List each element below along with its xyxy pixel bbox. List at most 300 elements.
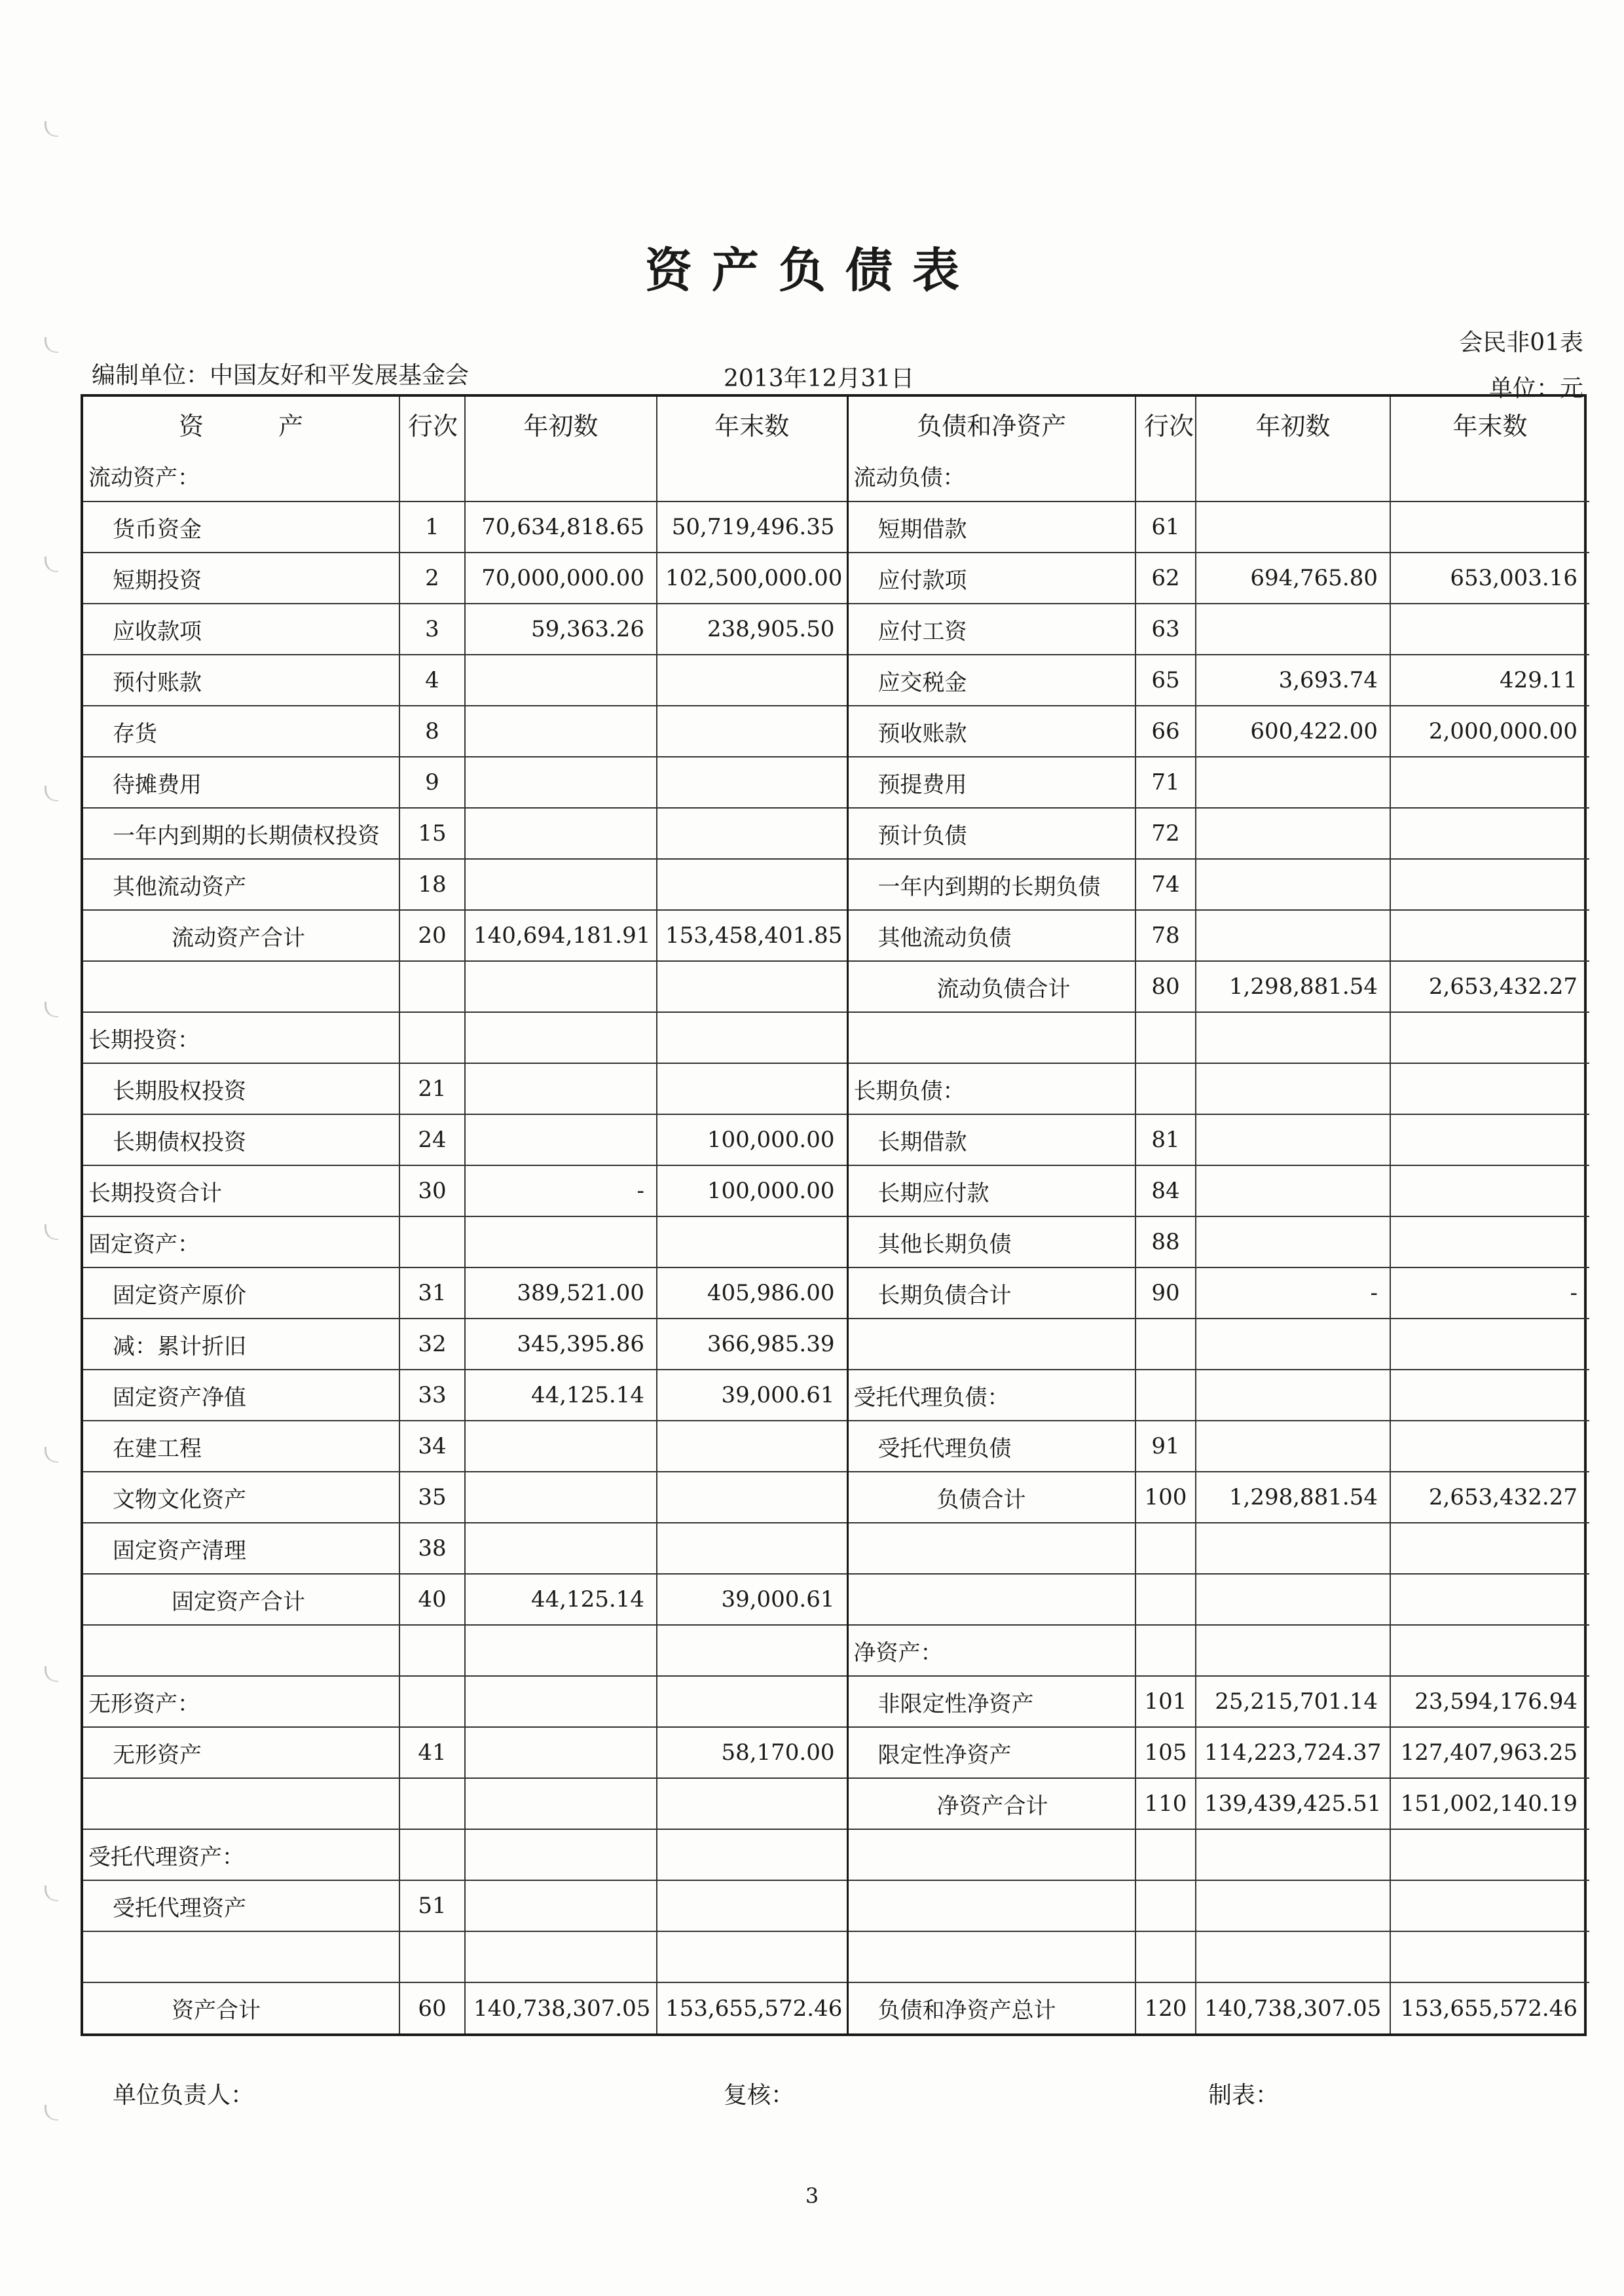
liability-line-no — [1135, 1063, 1196, 1114]
liability-begin-amount — [1196, 1370, 1390, 1421]
asset-begin-amount — [465, 1472, 657, 1523]
asset-begin-amount — [465, 1114, 657, 1165]
table-header-row — [83, 397, 1589, 450]
liability-begin-amount: 1,298,881.54 — [1196, 1472, 1390, 1523]
asset-label: 无形资产： — [83, 1676, 399, 1727]
asset-label: 待摊费用 — [83, 757, 399, 808]
liability-label: 预收账款 — [847, 706, 1135, 757]
punch-hole-mark — [45, 2105, 58, 2121]
asset-line-no: 2 — [399, 553, 465, 604]
asset-begin-amount — [465, 655, 657, 706]
liability-end-amount: 2,653,432.27 — [1390, 1472, 1589, 1523]
liability-line-no: 62 — [1135, 553, 1196, 604]
asset-label — [83, 1625, 399, 1676]
asset-begin-amount — [465, 1421, 657, 1472]
liability-label: 净资产： — [847, 1625, 1135, 1676]
compiling-unit: 编制单位：中国友好和平发展基金会 — [92, 362, 470, 389]
liability-begin-amount — [1196, 910, 1390, 961]
asset-end-amount — [657, 757, 847, 808]
asset-label: 长期债权投资 — [83, 1114, 399, 1165]
asset-line-no: 32 — [399, 1319, 465, 1370]
liability-line-no: 71 — [1135, 757, 1196, 808]
liability-begin-amount — [1196, 1421, 1390, 1472]
liability-end-amount: 653,003.16 — [1390, 553, 1589, 604]
liability-line-no — [1135, 1829, 1196, 1880]
punch-hole-mark — [45, 1886, 58, 1901]
liability-begin-amount — [1196, 859, 1390, 910]
liability-end-amount — [1390, 910, 1589, 961]
column-header-end: 年末数 — [657, 397, 847, 450]
punch-hole-mark — [45, 1666, 58, 1682]
asset-begin-amount: 389,521.00 — [465, 1267, 657, 1319]
table-row — [83, 553, 1589, 604]
table-row — [83, 1523, 1589, 1574]
asset-begin-amount: 140,738,307.05 — [465, 1982, 657, 2033]
asset-line-no — [399, 450, 465, 501]
asset-begin-amount: 140,694,181.91 — [465, 910, 657, 961]
table-row — [83, 1012, 1589, 1063]
asset-end-amount — [657, 1472, 847, 1523]
asset-begin-amount: 59,363.26 — [465, 604, 657, 655]
liability-begin-amount — [1196, 1216, 1390, 1267]
liability-label — [847, 1829, 1135, 1880]
table-row — [83, 1829, 1589, 1880]
liability-line-no: 61 — [1135, 501, 1196, 553]
liability-end-amount: 153,655,572.46 — [1390, 1982, 1589, 2033]
asset-line-no — [399, 961, 465, 1012]
liability-line-no: 74 — [1135, 859, 1196, 910]
asset-line-no: 8 — [399, 706, 465, 757]
asset-label: 流动资产合计 — [83, 910, 399, 961]
asset-begin-amount: - — [465, 1165, 657, 1216]
asset-begin-amount — [465, 1063, 657, 1114]
table-row — [83, 1216, 1589, 1267]
liability-line-no: 120 — [1135, 1982, 1196, 2033]
asset-end-amount: 100,000.00 — [657, 1165, 847, 1216]
liability-line-no: 78 — [1135, 910, 1196, 961]
liability-begin-amount — [1196, 1063, 1390, 1114]
table-row — [83, 1319, 1589, 1370]
column-header-liability: 负债和净资产 — [847, 397, 1135, 450]
asset-label: 流动资产： — [83, 450, 399, 501]
asset-begin-amount — [465, 1829, 657, 1880]
liability-begin-amount: 694,765.80 — [1196, 553, 1390, 604]
asset-line-no: 20 — [399, 910, 465, 961]
asset-label — [83, 1931, 399, 1982]
liability-line-no — [1135, 1625, 1196, 1676]
liability-line-no: 81 — [1135, 1114, 1196, 1165]
asset-end-amount — [657, 1625, 847, 1676]
liability-label: 长期应付款 — [847, 1165, 1135, 1216]
liability-end-amount — [1390, 1165, 1589, 1216]
liability-begin-amount — [1196, 1012, 1390, 1063]
liability-begin-amount: 1,298,881.54 — [1196, 961, 1390, 1012]
asset-end-amount: 58,170.00 — [657, 1727, 847, 1778]
liability-label: 一年内到期的长期负债 — [847, 859, 1135, 910]
liability-label — [847, 1012, 1135, 1063]
liability-line-no — [1135, 1574, 1196, 1625]
liability-begin-amount: 600,422.00 — [1196, 706, 1390, 757]
liability-label: 其他长期负债 — [847, 1216, 1135, 1267]
table-row — [83, 1574, 1589, 1625]
asset-begin-amount: 70,000,000.00 — [465, 553, 657, 604]
liability-line-no — [1135, 1931, 1196, 1982]
liability-line-no: 91 — [1135, 1421, 1196, 1472]
liability-end-amount — [1390, 1114, 1589, 1165]
liability-begin-amount — [1196, 757, 1390, 808]
table-row — [83, 1982, 1589, 2033]
asset-end-amount — [657, 1778, 847, 1829]
liability-end-amount — [1390, 1523, 1589, 1574]
liability-end-amount: 127,407,963.25 — [1390, 1727, 1589, 1778]
asset-begin-amount — [465, 1625, 657, 1676]
liability-begin-amount: 3,693.74 — [1196, 655, 1390, 706]
asset-line-no: 1 — [399, 501, 465, 553]
liability-label — [847, 1523, 1135, 1574]
liability-label — [847, 1574, 1135, 1625]
asset-begin-amount — [465, 1880, 657, 1931]
asset-label: 存货 — [83, 706, 399, 757]
liability-end-amount — [1390, 859, 1589, 910]
asset-line-no: 41 — [399, 1727, 465, 1778]
asset-end-amount — [657, 706, 847, 757]
table-row — [83, 808, 1589, 859]
table-row — [83, 859, 1589, 910]
asset-begin-amount — [465, 1778, 657, 1829]
table-row — [83, 1727, 1589, 1778]
asset-label: 长期投资： — [83, 1012, 399, 1063]
asset-begin-amount: 44,125.14 — [465, 1574, 657, 1625]
table-row — [83, 1267, 1589, 1319]
liability-end-amount — [1390, 1421, 1589, 1472]
column-header-line: 行次 — [1135, 397, 1196, 450]
table-row — [83, 1676, 1589, 1727]
asset-line-no: 9 — [399, 757, 465, 808]
table-row — [83, 1063, 1589, 1114]
liability-begin-amount: 139,439,425.51 — [1196, 1778, 1390, 1829]
liability-begin-amount — [1196, 1114, 1390, 1165]
table-row — [83, 1114, 1589, 1165]
asset-label: 受托代理资产： — [83, 1829, 399, 1880]
liability-label: 受托代理负债 — [847, 1421, 1135, 1472]
punch-hole-mark — [45, 556, 58, 572]
liability-end-amount — [1390, 808, 1589, 859]
liability-end-amount — [1390, 1216, 1589, 1267]
liability-end-amount — [1390, 604, 1589, 655]
signature-review: 复核： — [724, 2082, 795, 2109]
liability-label: 非限定性净资产 — [847, 1676, 1135, 1727]
table-row — [83, 961, 1589, 1012]
liability-end-amount — [1390, 1625, 1589, 1676]
asset-begin-amount — [465, 1727, 657, 1778]
asset-label: 其他流动资产 — [83, 859, 399, 910]
table-row — [83, 450, 1589, 501]
asset-line-no: 31 — [399, 1267, 465, 1319]
liability-label: 流动负债： — [847, 450, 1135, 501]
liability-end-amount: 23,594,176.94 — [1390, 1676, 1589, 1727]
column-header-asset: 资 产 — [83, 397, 399, 450]
asset-line-no: 51 — [399, 1880, 465, 1931]
asset-end-amount: 153,655,572.46 — [657, 1982, 847, 2033]
asset-label: 固定资产： — [83, 1216, 399, 1267]
asset-end-amount — [657, 450, 847, 501]
table-row — [83, 1421, 1589, 1472]
asset-begin-amount — [465, 961, 657, 1012]
liability-label: 应付款项 — [847, 553, 1135, 604]
liability-label: 应交税金 — [847, 655, 1135, 706]
liability-label: 流动负债合计 — [847, 961, 1135, 1012]
asset-begin-amount: 345,395.86 — [465, 1319, 657, 1370]
liability-begin-amount: 114,223,724.37 — [1196, 1727, 1390, 1778]
asset-line-no — [399, 1778, 465, 1829]
liability-begin-amount — [1196, 1523, 1390, 1574]
liability-label — [847, 1880, 1135, 1931]
asset-line-no — [399, 1216, 465, 1267]
liability-end-amount — [1390, 450, 1589, 501]
column-header-begin: 年初数 — [1196, 397, 1390, 450]
asset-label: 固定资产清理 — [83, 1523, 399, 1574]
liability-label: 短期借款 — [847, 501, 1135, 553]
liability-begin-amount — [1196, 1880, 1390, 1931]
table-row — [83, 501, 1589, 553]
punch-hole-mark — [45, 121, 58, 137]
liability-begin-amount: 140,738,307.05 — [1196, 1982, 1390, 2033]
asset-label: 应收款项 — [83, 604, 399, 655]
asset-line-no: 35 — [399, 1472, 465, 1523]
liability-label: 长期借款 — [847, 1114, 1135, 1165]
liability-begin-amount — [1196, 1829, 1390, 1880]
balance-sheet-table — [81, 394, 1587, 2036]
asset-end-amount — [657, 1063, 847, 1114]
asset-label: 长期股权投资 — [83, 1063, 399, 1114]
asset-label: 一年内到期的长期债权投资 — [83, 808, 399, 859]
asset-end-amount — [657, 961, 847, 1012]
table-row — [83, 604, 1589, 655]
page-title: 资产负债表 — [644, 242, 979, 298]
asset-line-no: 38 — [399, 1523, 465, 1574]
liability-label — [847, 1319, 1135, 1370]
asset-line-no: 40 — [399, 1574, 465, 1625]
asset-line-no: 33 — [399, 1370, 465, 1421]
asset-line-no: 60 — [399, 1982, 465, 2033]
asset-label: 货币资金 — [83, 501, 399, 553]
liability-line-no — [1135, 1319, 1196, 1370]
asset-line-no — [399, 1625, 465, 1676]
form-code: 会民非01表 — [1459, 329, 1583, 356]
asset-end-amount — [657, 655, 847, 706]
asset-line-no — [399, 1829, 465, 1880]
asset-begin-amount — [465, 1216, 657, 1267]
punch-hole-mark — [45, 337, 58, 353]
table-row — [83, 1472, 1589, 1523]
liability-begin-amount — [1196, 1931, 1390, 1982]
asset-end-amount: 102,500,000.00 — [657, 553, 847, 604]
liability-label: 其他流动负债 — [847, 910, 1135, 961]
asset-label: 在建工程 — [83, 1421, 399, 1472]
asset-label: 预付账款 — [83, 655, 399, 706]
liability-label: 预计负债 — [847, 808, 1135, 859]
column-header-end: 年末数 — [1390, 397, 1589, 450]
liability-end-amount — [1390, 1063, 1589, 1114]
punch-hole-mark — [45, 1002, 58, 1017]
liability-end-amount: 151,002,140.19 — [1390, 1778, 1589, 1829]
liability-line-no: 110 — [1135, 1778, 1196, 1829]
liability-label: 限定性净资产 — [847, 1727, 1135, 1778]
liability-label: 长期负债合计 — [847, 1267, 1135, 1319]
liability-label — [847, 1931, 1135, 1982]
asset-label: 减：累计折旧 — [83, 1319, 399, 1370]
asset-begin-amount — [465, 859, 657, 910]
liability-line-no — [1135, 450, 1196, 501]
asset-end-amount — [657, 1523, 847, 1574]
liability-line-no — [1135, 1880, 1196, 1931]
liability-end-amount — [1390, 1012, 1589, 1063]
table-row — [83, 1880, 1589, 1931]
liability-end-amount — [1390, 1319, 1589, 1370]
liability-label: 受托代理负债： — [847, 1370, 1135, 1421]
liability-begin-amount — [1196, 808, 1390, 859]
asset-line-no: 15 — [399, 808, 465, 859]
asset-label: 资产合计 — [83, 1982, 399, 2033]
asset-line-no: 24 — [399, 1114, 465, 1165]
liability-begin-amount — [1196, 1625, 1390, 1676]
liability-begin-amount: 25,215,701.14 — [1196, 1676, 1390, 1727]
report-date: 2013年12月31日 — [724, 365, 915, 392]
asset-line-no: 30 — [399, 1165, 465, 1216]
table-row — [83, 1778, 1589, 1829]
table-row — [83, 757, 1589, 808]
asset-end-amount — [657, 1012, 847, 1063]
asset-label: 固定资产净值 — [83, 1370, 399, 1421]
signature-preparer: 制表： — [1208, 2082, 1280, 2109]
liability-label: 负债合计 — [847, 1472, 1135, 1523]
asset-label: 文物文化资产 — [83, 1472, 399, 1523]
liability-end-amount: 429.11 — [1390, 655, 1589, 706]
liability-line-no: 63 — [1135, 604, 1196, 655]
liability-end-amount: 2,653,432.27 — [1390, 961, 1589, 1012]
liability-line-no — [1135, 1370, 1196, 1421]
asset-label: 无形资产 — [83, 1727, 399, 1778]
table-row — [83, 1625, 1589, 1676]
column-header-begin: 年初数 — [465, 397, 657, 450]
liability-line-no: 105 — [1135, 1727, 1196, 1778]
liability-begin-amount: - — [1196, 1267, 1390, 1319]
asset-end-amount — [657, 1216, 847, 1267]
asset-end-amount: 100,000.00 — [657, 1114, 847, 1165]
asset-begin-amount: 44,125.14 — [465, 1370, 657, 1421]
liability-begin-amount — [1196, 501, 1390, 553]
asset-end-amount: 366,985.39 — [657, 1319, 847, 1370]
liability-line-no: 80 — [1135, 961, 1196, 1012]
asset-line-no: 34 — [399, 1421, 465, 1472]
liability-line-no — [1135, 1012, 1196, 1063]
liability-line-no: 65 — [1135, 655, 1196, 706]
table-row — [83, 910, 1589, 961]
asset-line-no: 18 — [399, 859, 465, 910]
liability-end-amount — [1390, 1931, 1589, 1982]
asset-end-amount: 153,458,401.85 — [657, 910, 847, 961]
table-body — [83, 450, 1589, 2033]
liability-begin-amount — [1196, 604, 1390, 655]
asset-label: 长期投资合计 — [83, 1165, 399, 1216]
asset-label — [83, 961, 399, 1012]
liability-line-no: 66 — [1135, 706, 1196, 757]
liability-line-no: 88 — [1135, 1216, 1196, 1267]
liability-line-no — [1135, 1523, 1196, 1574]
asset-line-no — [399, 1931, 465, 1982]
asset-begin-amount — [465, 1523, 657, 1574]
asset-label: 短期投资 — [83, 553, 399, 604]
punch-hole-mark — [45, 786, 58, 801]
asset-end-amount: 39,000.61 — [657, 1370, 847, 1421]
liability-end-amount — [1390, 1829, 1589, 1880]
asset-end-amount: 50,719,496.35 — [657, 501, 847, 553]
signature-head: 单位负责人： — [113, 2082, 255, 2109]
liability-end-amount — [1390, 757, 1589, 808]
column-header-line: 行次 — [399, 397, 465, 450]
asset-end-amount — [657, 1676, 847, 1727]
asset-end-amount: 238,905.50 — [657, 604, 847, 655]
table-row — [83, 706, 1589, 757]
liability-label: 应付工资 — [847, 604, 1135, 655]
asset-begin-amount — [465, 1012, 657, 1063]
page-number: 3 — [805, 2183, 819, 2208]
asset-label: 固定资产原价 — [83, 1267, 399, 1319]
liability-end-amount — [1390, 1370, 1589, 1421]
liability-begin-amount — [1196, 1165, 1390, 1216]
asset-begin-amount — [465, 706, 657, 757]
asset-begin-amount: 70,634,818.65 — [465, 501, 657, 553]
asset-line-no — [399, 1012, 465, 1063]
asset-end-amount — [657, 1421, 847, 1472]
table-row — [83, 1165, 1589, 1216]
asset-line-no: 21 — [399, 1063, 465, 1114]
asset-end-amount — [657, 1931, 847, 1982]
asset-label — [83, 1778, 399, 1829]
asset-line-no — [399, 1676, 465, 1727]
liability-begin-amount — [1196, 450, 1390, 501]
liability-label: 长期负债： — [847, 1063, 1135, 1114]
asset-begin-amount — [465, 757, 657, 808]
asset-begin-amount — [465, 808, 657, 859]
liability-label: 净资产合计 — [847, 1778, 1135, 1829]
liability-line-no: 100 — [1135, 1472, 1196, 1523]
asset-label: 固定资产合计 — [83, 1574, 399, 1625]
asset-line-no: 4 — [399, 655, 465, 706]
asset-begin-amount — [465, 450, 657, 501]
asset-begin-amount — [465, 1676, 657, 1727]
asset-label: 受托代理资产 — [83, 1880, 399, 1931]
liability-end-amount: 2,000,000.00 — [1390, 706, 1589, 757]
asset-end-amount — [657, 808, 847, 859]
liability-begin-amount — [1196, 1319, 1390, 1370]
asset-end-amount: 405,986.00 — [657, 1267, 847, 1319]
liability-end-amount: - — [1390, 1267, 1589, 1319]
currency-unit: 单位：元 — [1488, 375, 1583, 402]
table-row — [83, 655, 1589, 706]
table-row — [83, 1370, 1589, 1421]
table-row — [83, 1931, 1589, 1982]
asset-end-amount — [657, 859, 847, 910]
liability-end-amount — [1390, 1880, 1589, 1931]
liability-label: 预提费用 — [847, 757, 1135, 808]
liability-label: 负债和净资产总计 — [847, 1982, 1135, 2033]
asset-end-amount: 39,000.61 — [657, 1574, 847, 1625]
liability-end-amount — [1390, 1574, 1589, 1625]
liability-line-no: 90 — [1135, 1267, 1196, 1319]
asset-begin-amount — [465, 1931, 657, 1982]
asset-end-amount — [657, 1829, 847, 1880]
